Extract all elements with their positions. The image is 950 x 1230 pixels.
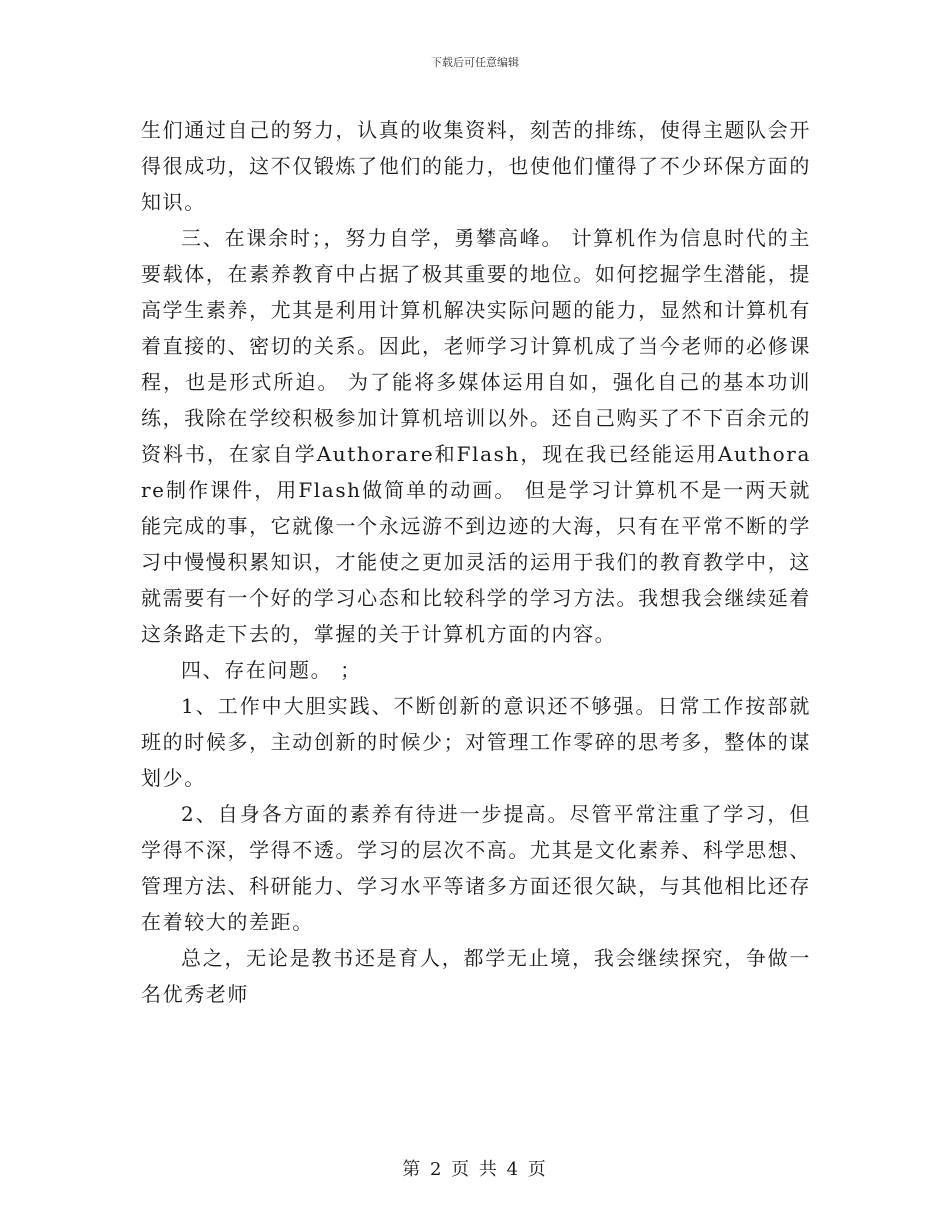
paragraph-section-4-heading: 四、存在问题。 ； — [181, 658, 362, 682]
page-header: 下载后可任意编辑 — [431, 56, 519, 69]
page-number-footer: 第 2 页 共 4 页 — [402, 1159, 548, 1180]
paragraph-problem-1: 1、工作中大胆实践、不断创新的意识还不够强。日常工作按部就班的时候多，主动创新的时候少；对管理工作零碎的思考多，整体的谋划少。 — [141, 694, 811, 790]
document-body — [141, 112, 811, 1012]
paragraph-problem-2: 2、自身各方面的素养有待进一步提高。尽管平常注重了学习，但学得不深，学得不透。学习的层次不高。尤其是文化素养、科学思想、管理方法、科研能力、学习水平等诸多方面还很欠缺，与其他相比还存在着较大的差距。 — [141, 802, 811, 934]
paragraph-conclusion: 总之，无论是教书还是育人，都学无止境，我会继续探究，争做一名优秀老师 — [141, 946, 811, 1006]
paragraph-continuation: 生们通过自己的努力，认真的收集资料，刻苦的排练，使得主题队会开得很成功，这不仅锻炼了他们的能力，也使他们懂得了不少环保方面的知识。 — [141, 118, 811, 214]
paragraph-section-3: 三、在课余时；，努力自学，勇攀高峰。 计算机作为信息时代的主要载体，在素养教育中占据了极其重要的地位。如何挖掘学生潜能，提高学生素养，尤其是利用计算机解决实际问题的能力，显然和计算机有着直接的、密切的关系。因此，老师学习计算机成了当今老师的必修课程，也是形式所迫。 为了能将多媒体运用自如，强化自己的基本功训练，我除在学绞积极参加计算机培训以外。还自己购买了不下百余元的资料书，在家自学Authorare和Flash，现在我已经能运用Authorare制作课件，用Flash做简单的动画。 但是学习计算机不是一两天就能完成的事，它就像一个永远游不到边迹的大海，只有在平常不断的学习中慢慢积累知识，才能使之更加灵活的运用于我们的教育教学中，这就需要有一个好的学习心态和比较科学的学习方法。我想我会继续延着这条路走下去的，掌握的关于计算机方面的内容。 — [141, 226, 811, 646]
